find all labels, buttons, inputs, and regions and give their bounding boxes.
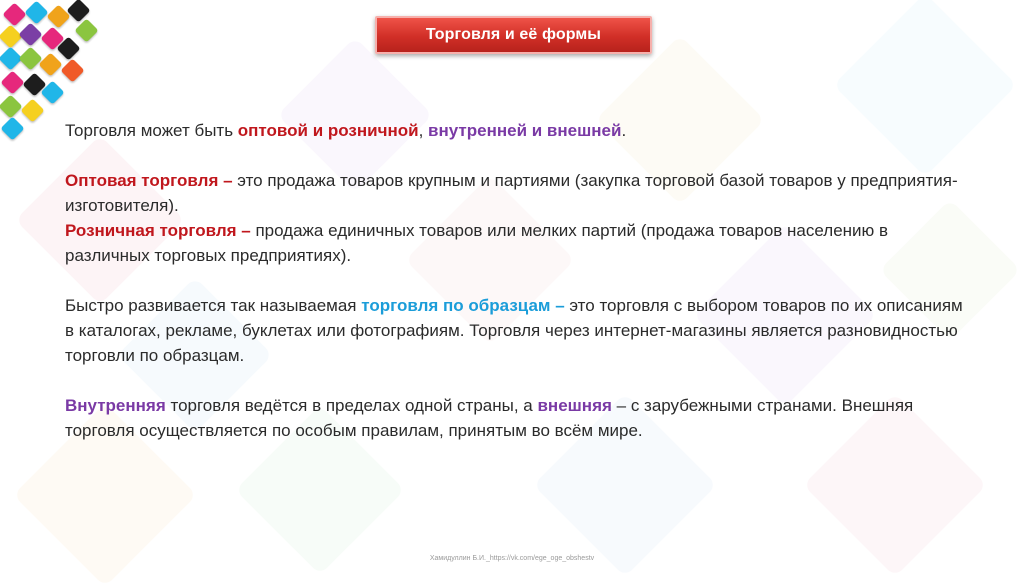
slide-title-banner <box>375 16 652 54</box>
paragraph-forms <box>65 118 965 143</box>
decor-cube <box>20 98 44 122</box>
definition-wholesale: это продажа товаров крупным и партиями (закупка торговой базой товаров у предприятия-изготовителя). <box>65 171 958 215</box>
definition-sample-trade: это торговля с выбором товаров по их описаниям в каталогах, рекламе, буклетах или фотографиям. Торговля через интернет-магазины является разновидностью торговли по образцам. <box>65 296 963 365</box>
paragraph-wholesale <box>65 168 965 218</box>
text-run: Торговля может быть <box>65 121 238 140</box>
footer-credit: Хамидуллин Б.И._https://vk.com/ege_oge_obshestv <box>429 555 595 562</box>
paragraph-sample-trade <box>65 293 965 368</box>
decor-cube <box>0 116 24 140</box>
decor-cube <box>0 70 24 94</box>
decor-cube <box>24 0 48 24</box>
decor-cube <box>18 22 42 46</box>
decor-cube <box>74 18 98 42</box>
term-internal: Внутренняя <box>65 396 166 415</box>
text-run: торговля ведётся в пределах одной страны, а <box>165 396 538 415</box>
term-sample-trade: торговля по образцам – <box>361 296 565 315</box>
term-wholesale: Оптовая торговля – <box>65 171 233 190</box>
highlight-internal-external: внутренней и внешней <box>428 121 622 140</box>
decor-cube <box>0 94 23 118</box>
definition-retail: продажа единичных товаров или мелких партий (продажа товаров населению в различных торговых предприятиях). <box>65 221 889 265</box>
term-retail: Розничная торговля – <box>65 221 251 240</box>
text-run: – с зарубежными странами. Внешняя торговля осуществляется по особым правилам, принятым во всём мире. <box>65 396 914 440</box>
term-external: внешняя <box>537 396 612 415</box>
decor-cube <box>2 2 26 26</box>
decor-cube <box>38 52 62 76</box>
paragraph-internal-external <box>65 393 965 443</box>
text-run: Быстро развивается так называемая <box>65 296 362 315</box>
text-run: , <box>418 121 429 140</box>
paragraph-retail <box>65 218 965 268</box>
text-run: . <box>621 121 627 140</box>
slide-content <box>65 118 965 468</box>
slide-title: Торговля и её формы <box>425 26 602 43</box>
decor-cube <box>60 58 84 82</box>
decor-cube <box>18 46 42 70</box>
decor-cube <box>0 24 23 48</box>
highlight-wholesale-retail: оптовой и розничной <box>237 121 419 140</box>
